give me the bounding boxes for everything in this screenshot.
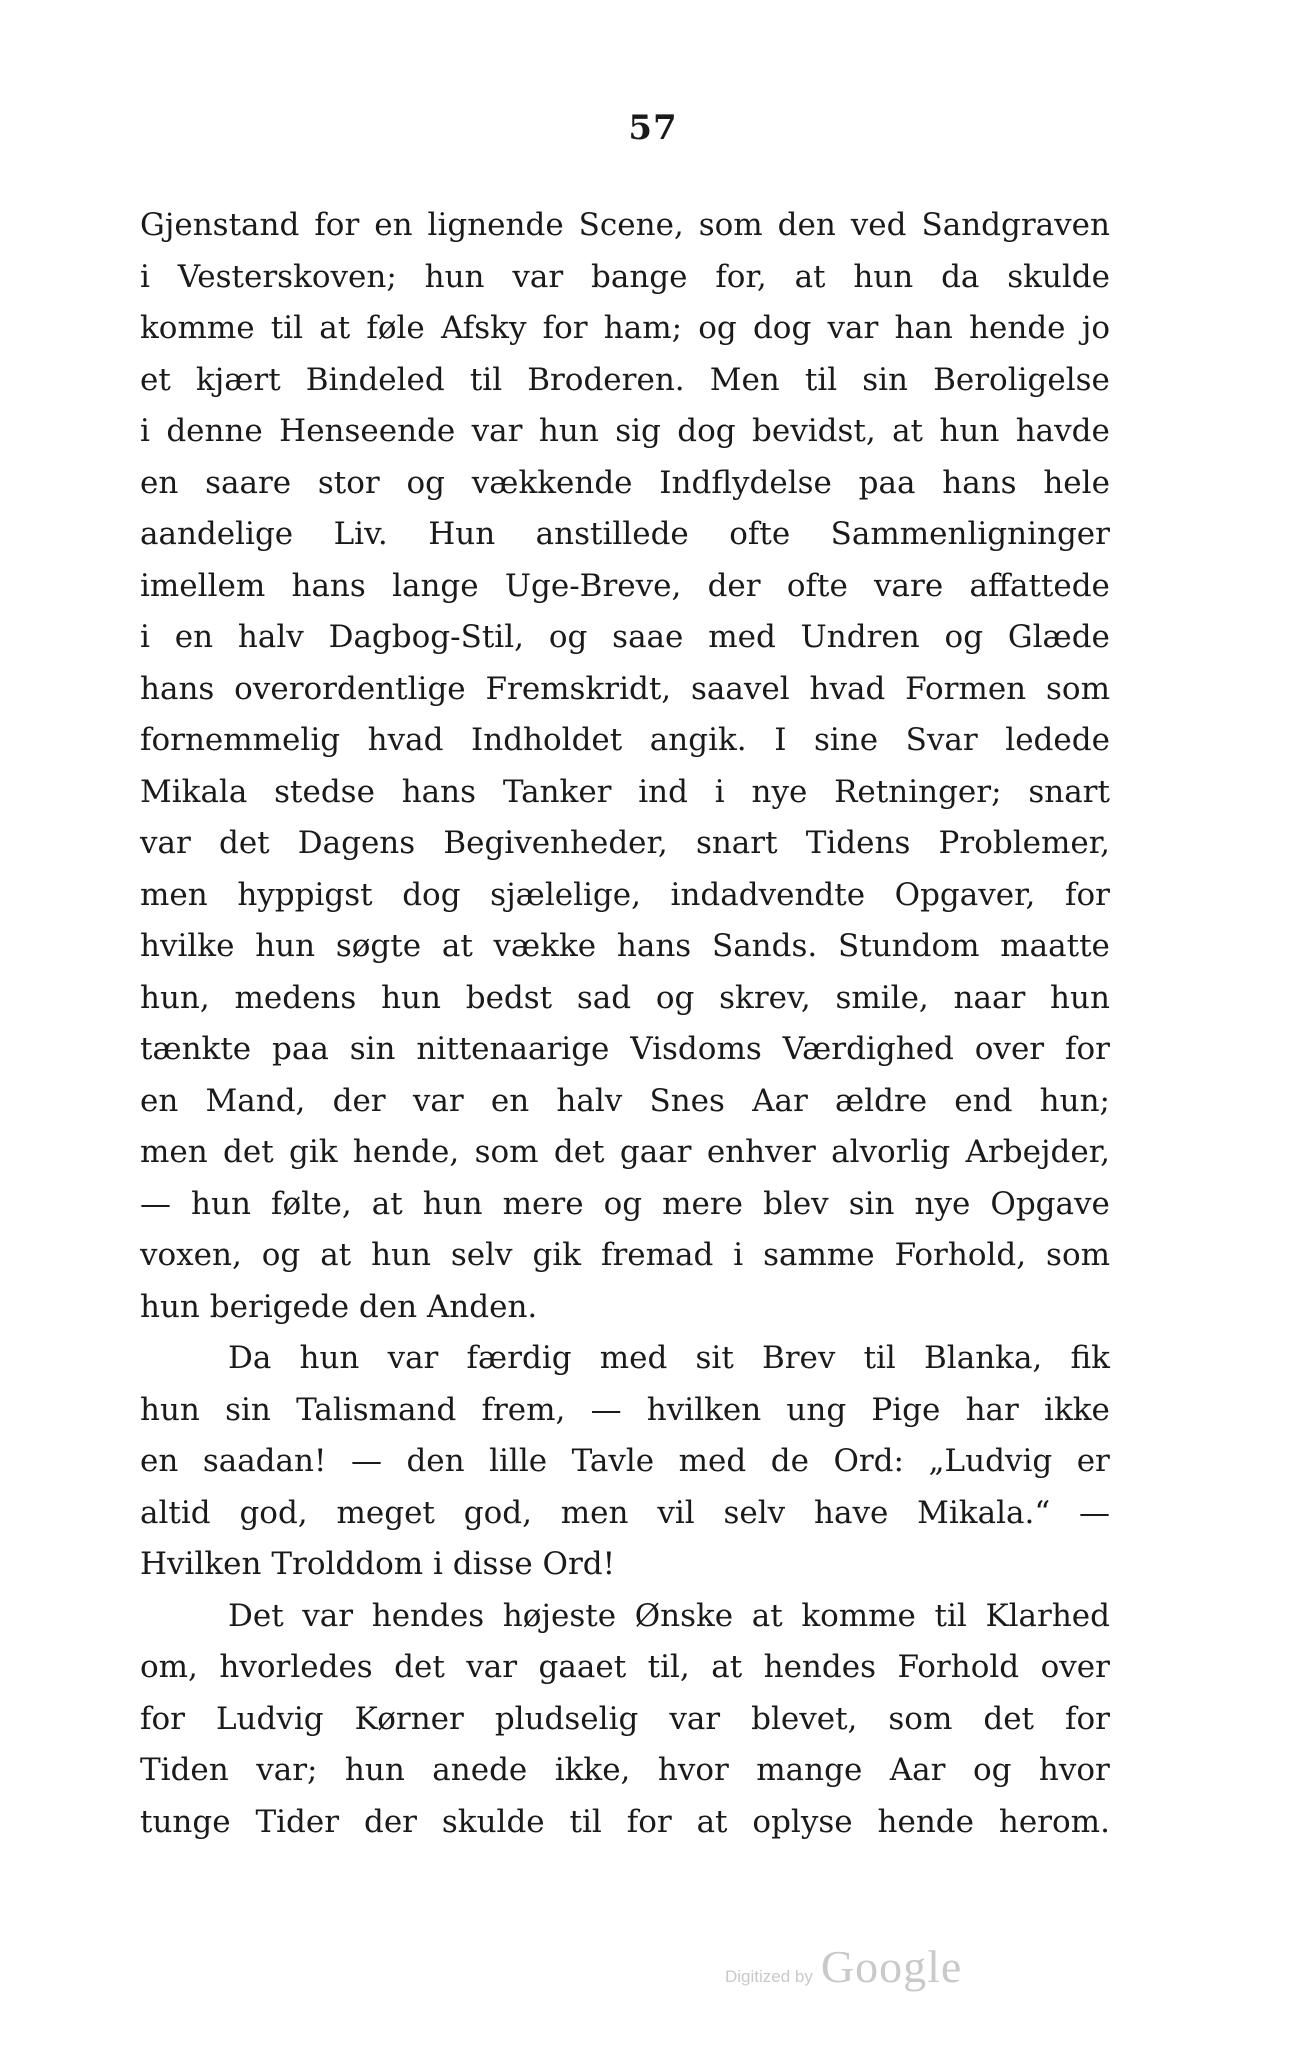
text-line: tænkte paa sin nittenaarige Visdoms Værdighed over for xyxy=(140,1031,1110,1067)
digitized-by-google-watermark xyxy=(725,1940,962,1993)
text-line: Det var hendes højeste Ønske at komme til Klarhed xyxy=(228,1597,1110,1634)
text-line: voxen, og at hun selv gik fremad i samme Forhold, som xyxy=(140,1237,1110,1273)
text-line: — hun følte, at hun mere og mere blev sin nye Opgave xyxy=(140,1185,1110,1222)
text-line: om, hvorledes det var gaaet til, at hendes Forhold over xyxy=(140,1649,1110,1685)
text-line: en Mand, der var en halv Snes Aar ældre end hun; xyxy=(140,1082,1110,1119)
text-line: hun, medens hun bedst sad og skrev, smile, naar hun xyxy=(140,979,1110,1016)
text-line: men det gik hende, som det gaar enhver alvorlig Arbejder, xyxy=(140,1134,1110,1170)
text-line: Tiden var; hun anede ikke, hvor mange Aar og hvor xyxy=(140,1752,1110,1788)
text-line: Gjenstand for en lignende Scene, som den ved Sandgraven xyxy=(140,207,1110,243)
text-line: Da hun var færdig med sit Brev til Blanka, fik xyxy=(228,1340,1110,1376)
text-line: i en halv Dagbog-Stil, og saae med Undren og Glæde xyxy=(140,619,1110,655)
text-line: hvilke hun søgte at vække hans Sands. Stundom maatte xyxy=(140,928,1110,964)
text-line: tunge Tider der skulde til for at oplyse hende herom. xyxy=(140,1803,1110,1840)
text-line: imellem hans lange Uge-Breve, der ofte vare affattede xyxy=(140,567,1110,604)
text-line: for Ludvig Kørner pludselig var blevet, som det for xyxy=(140,1700,1110,1737)
body-text xyxy=(140,200,1110,1848)
text-line: i Vesterskoven; hun var bange for, at hun da skulde xyxy=(140,258,1110,295)
text-line: Hvilken Trolddom i disse Ord! xyxy=(140,1546,616,1582)
text-line: fornemmelig hvad Indholdet angik. I sine Svar ledede xyxy=(140,722,1110,758)
text-line: en saare stor og vækkende Indflydelse paa hans hele xyxy=(140,464,1110,501)
text-line: men hyppigst dog sjælelige, indadvendte Opgaver, for xyxy=(140,876,1110,913)
text-line: hun berigede den Anden. xyxy=(140,1288,538,1325)
text-line: aandelige Liv. Hun anstillede ofte Sammenligninger xyxy=(140,516,1110,552)
text-line: i denne Henseende var hun sig dog bevidst, at hun havde xyxy=(140,413,1110,449)
page-number: 57 xyxy=(628,108,678,148)
text-line: et kjært Bindeled til Broderen. Men til sin Beroligelse xyxy=(140,361,1110,398)
watermark-prefix: Digitized by xyxy=(725,1967,813,1986)
text-line: hun sin Talismand frem, — hvilken ung Pige har ikke xyxy=(140,1391,1110,1428)
text-line: var det Dagens Begivenheder, snart Tidens Problemer, xyxy=(140,825,1110,861)
google-logo: Google xyxy=(820,1941,963,1992)
text-line: komme til at føle Afsky for ham; og dog var han hende jo xyxy=(140,310,1110,346)
text-line: hans overordentlige Fremskridt, saavel hvad Formen som xyxy=(140,670,1110,707)
text-line: en saadan! — den lille Tavle med de Ord: „Ludvig er xyxy=(140,1443,1110,1479)
text-line: Mikala stedse hans Tanker ind i nye Retninger; snart xyxy=(140,773,1110,810)
text-line: altid god, meget god, men vil selv have Mikala.“ — xyxy=(140,1494,1110,1531)
